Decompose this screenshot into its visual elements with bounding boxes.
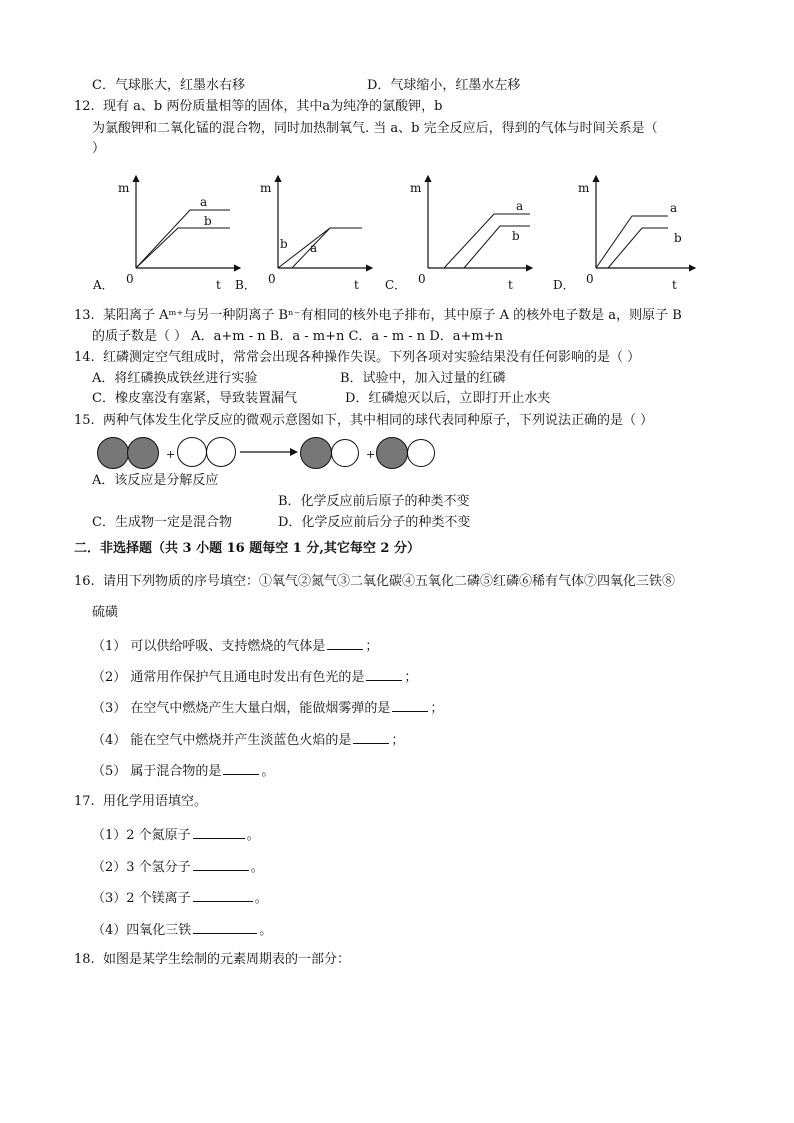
q16-item — [92, 668, 417, 686]
curve-b — [136, 228, 230, 268]
curve-b-label: b — [204, 214, 212, 228]
curve-b — [278, 228, 362, 268]
q12-graph-c — [382, 172, 532, 292]
option-label: B． — [235, 278, 256, 292]
q15-number: 15. — [74, 413, 95, 428]
q16-item — [92, 699, 443, 717]
item-punct: 。 — [261, 764, 275, 779]
q12-graph-d — [550, 172, 695, 292]
x-axis-label: t — [354, 278, 359, 292]
y-axis-label: m — [260, 181, 272, 195]
y-axis-label: m — [410, 181, 422, 195]
gray-atom — [127, 437, 159, 469]
q15-option-b: B．化学反应前后原子的种类不变 — [278, 494, 470, 509]
q14-option-b: B．试验中，加入过量的红磷 — [340, 371, 506, 386]
option-label: D． — [553, 278, 575, 292]
white-atom — [177, 437, 207, 467]
gray-atom — [300, 437, 332, 469]
origin-label: 0 — [418, 272, 426, 286]
answer-blank[interactable] — [193, 921, 257, 934]
answer-blank[interactable] — [193, 826, 245, 839]
q16-item — [92, 762, 274, 780]
curve-a — [136, 210, 230, 268]
item-punct: 。 — [254, 891, 268, 906]
q11-option-c: C．气球胀大，红墨水右移 — [92, 78, 245, 93]
item-text: （2） 通常用作保护气且通电时发出有色光的是 — [92, 670, 365, 685]
white-atom — [407, 439, 435, 467]
curve-a-label: a — [516, 199, 524, 213]
q15-option-d: D．化学反应前后分子的种类不变 — [278, 515, 471, 530]
q14-option-c: C．橡皮塞没有塞紧，导致装置漏气 — [92, 391, 297, 406]
item-text: （3）2 个镁离子 — [92, 891, 191, 906]
x-axis-label: t — [508, 278, 513, 292]
item-text: （4）四氧化三铁 — [92, 923, 192, 938]
q16-stem-line2: 硫磺 — [92, 605, 119, 620]
q15-option-a: A．该反应是分解反应 — [92, 473, 219, 488]
section-2-title: 二．非选择题（共 3 小题 16 题每空 1 分,其它每空 2 分） — [74, 541, 420, 556]
item-text: （2）3 个氢分子 — [92, 860, 191, 875]
q12-stem-line3: ） — [92, 141, 106, 156]
reaction-arrow — [240, 446, 298, 458]
item-punct: 。 — [246, 828, 260, 843]
q17-item — [92, 826, 260, 844]
q17-item — [92, 889, 268, 907]
q15-stem: 两种气体发生化学反应的微观示意图如下，其中相同的球代表同种原子，下列说法正确的是（ ） — [103, 413, 654, 428]
white-atom — [206, 437, 236, 467]
x-axis-label: t — [672, 278, 677, 292]
item-text: （4） 能在空气中燃烧并产生淡蓝色火焰的是 — [92, 733, 352, 748]
x-axis-label: t — [216, 278, 221, 292]
q17-stem: 用化学用语填空。 — [103, 794, 208, 809]
item-punct: ； — [365, 639, 379, 654]
q14-option-a: A．将红磷换成铁丝进行实验 — [92, 371, 258, 386]
gray-atom — [97, 437, 129, 469]
q13-number: 13. — [74, 308, 95, 323]
answer-blank[interactable] — [193, 889, 253, 902]
origin-label: 0 — [268, 272, 276, 286]
q12-number: 12. — [74, 99, 95, 114]
answer-blank[interactable] — [353, 731, 389, 744]
q14-number: 14. — [74, 350, 95, 365]
curve-a-label: a — [670, 201, 678, 215]
answer-blank[interactable] — [193, 858, 249, 871]
curve-b-label: b — [280, 237, 288, 251]
curve-b — [608, 228, 668, 268]
q14-option-d: D．红磷熄灭以后，立即打开止水夹 — [345, 391, 551, 406]
curve-b-label: b — [674, 231, 682, 245]
curve-a-label: a — [310, 241, 318, 255]
q12-stem-line2: 为氯酸钾和二氧化锰的混合物，同时加热制氧气. 当 a、b 完全反应后，得到的气体与时间关系是（ — [92, 121, 658, 136]
q14-stem: 红磷测定空气组成时，常常会出现各种操作失误。下列各项对实验结果没有任何影响的是（ ） — [103, 350, 641, 365]
q12-stem-line1: 现有 a、b 两份质量相等的固体，其中a为纯净的氯酸钾，b — [103, 99, 443, 114]
q18-stem: 如图是某学生绘制的元素周期表的一部分： — [103, 952, 351, 967]
option-label: C． — [385, 278, 407, 292]
item-text: （1） 可以供给呼吸、支持燃烧的气体是 — [92, 639, 326, 654]
q17-item — [92, 921, 272, 939]
curve-b-label: b — [512, 229, 520, 243]
q12-graph-b — [232, 172, 372, 292]
answer-blank[interactable] — [366, 668, 402, 681]
origin-label: 0 — [586, 272, 594, 286]
white-atom — [331, 439, 359, 467]
item-text: （3） 在空气中燃烧产生大量白烟，能做烟雾弹的是 — [92, 701, 391, 716]
q13-stem-line2: 的质子数是（ ） A．a+m - n B．a - m+n C．a - m - n D．a+m+n — [92, 329, 503, 344]
item-text: （1）2 个氮原子 — [92, 828, 191, 843]
q16-number: 16. — [74, 574, 95, 589]
answer-blank[interactable] — [223, 762, 259, 775]
curve-b — [464, 226, 530, 268]
item-punct: ； — [404, 670, 418, 685]
item-punct: ； — [391, 733, 405, 748]
answer-blank[interactable] — [327, 637, 363, 650]
q13-stem-line1: 某阳离子 Aᵐ⁺与另一种阴离子 Bⁿ⁻有相同的核外电子排布，其中原子 A 的核外电子数是 a，则原子 B — [103, 308, 682, 323]
q18-number: 18. — [74, 952, 95, 967]
q17-number: 17. — [74, 794, 95, 809]
plus-sign: + — [366, 448, 376, 461]
curve-a-label: a — [200, 195, 208, 209]
origin-label: 0 — [126, 272, 134, 286]
plus-sign: + — [166, 448, 176, 461]
q17-item — [92, 858, 264, 876]
q12-graph-a — [90, 172, 240, 292]
q16-stem: 请用下列物质的序号填空：①氧气②氮气③二氧化碳④五氧化二磷⑤红磷⑥稀有气体⑦四氧化三铁⑧ — [103, 574, 676, 589]
answer-blank[interactable] — [392, 699, 428, 712]
y-axis-label: m — [118, 181, 130, 195]
item-punct: ； — [430, 701, 444, 716]
q16-item — [92, 731, 404, 749]
item-punct: 。 — [259, 923, 273, 938]
curve-a — [596, 216, 668, 268]
y-axis-label: m — [578, 181, 590, 195]
q15-option-c: C．生成物一定是混合物 — [92, 515, 232, 530]
option-label: A． — [93, 278, 114, 292]
gray-atom — [376, 437, 408, 469]
q16-item — [92, 637, 378, 655]
item-punct: 。 — [250, 860, 264, 875]
item-text: （5） 属于混合物的是 — [92, 764, 222, 779]
q11-option-d: D．气球缩小，红墨水左移 — [367, 78, 521, 93]
